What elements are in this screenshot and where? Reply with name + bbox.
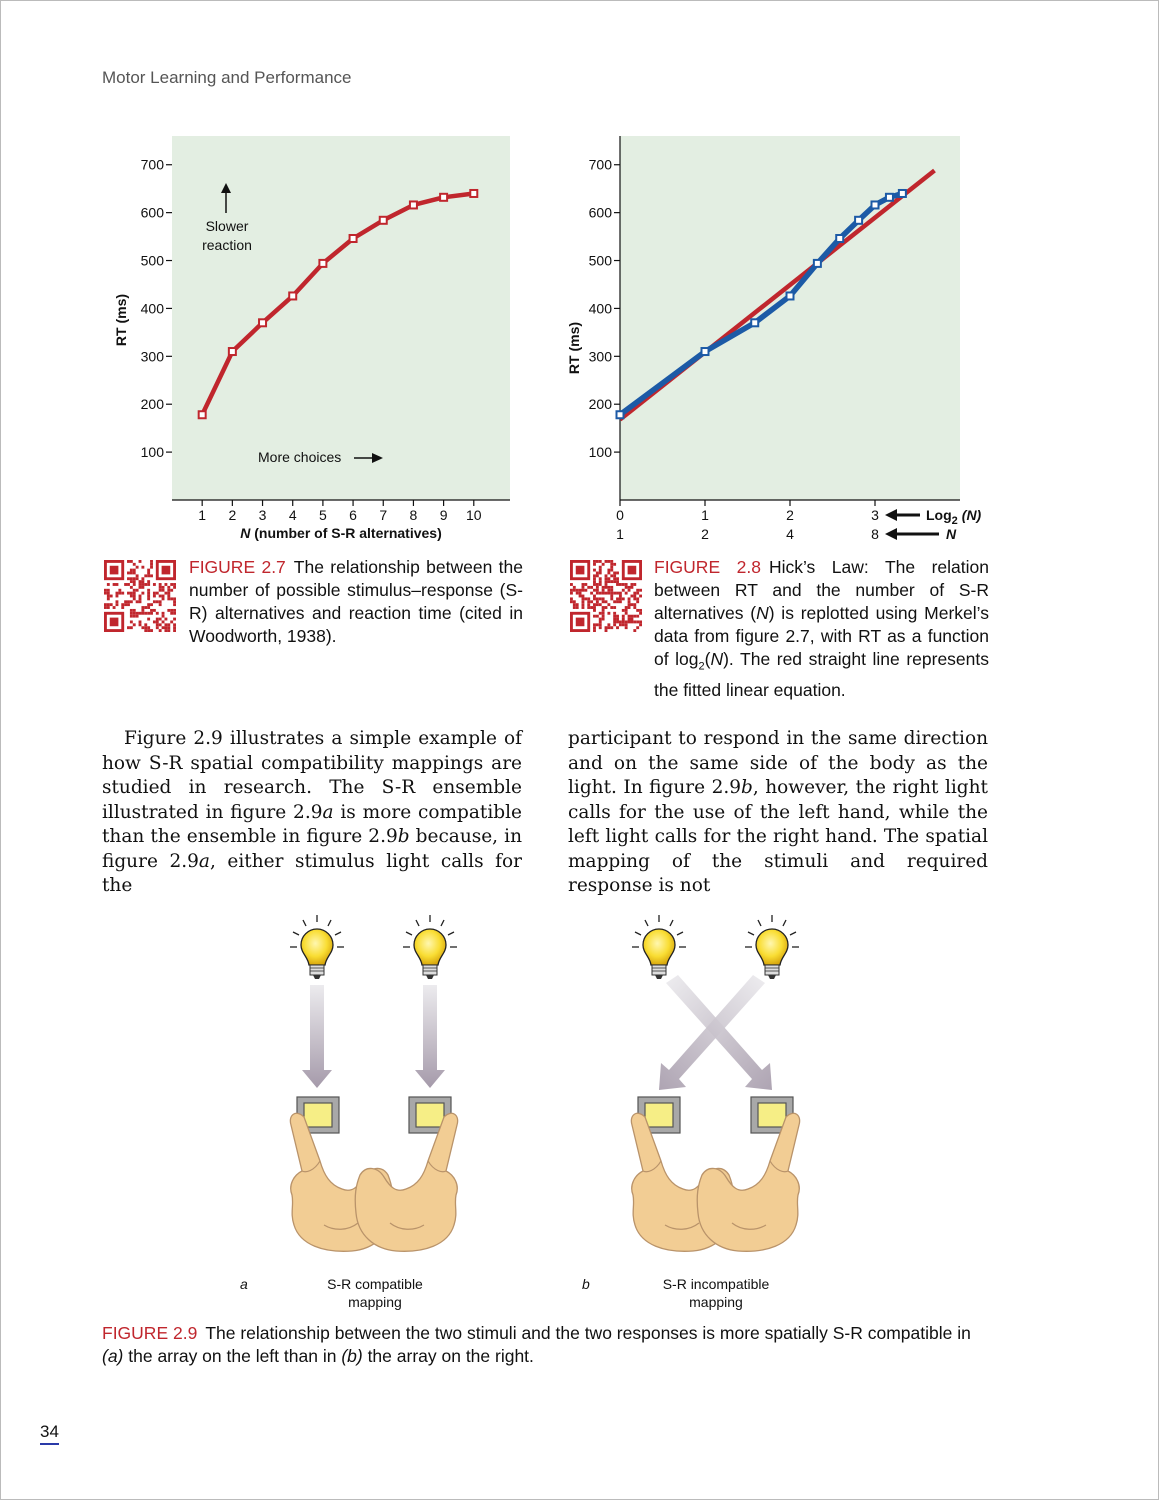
figure-2-7-caption: FIGURE 2.7 The relationship between the number of possible stimulus–response (S-R) alternatives and reaction time (cited in Woodworth, 1938). (189, 557, 523, 646)
panel-a-letter: a (240, 1276, 248, 1292)
n-arrow-head (885, 528, 897, 540)
panel-a-label-2: mapping (348, 1294, 402, 1310)
y-tick-label: 100 (140, 444, 164, 461)
y-tick-label: 700 (588, 156, 612, 173)
x-tick-label: 5 (318, 507, 327, 523)
qr-code-icon (104, 560, 176, 632)
y-tick-label: 700 (140, 156, 164, 173)
data-point (319, 260, 326, 267)
y-tick-label: 600 (588, 204, 612, 221)
page-number: 34 (40, 1422, 59, 1445)
data-point (751, 319, 758, 326)
x-tick-label: 7 (379, 507, 388, 523)
x-tick-label-n: 8 (871, 526, 879, 542)
running-head: Motor Learning and Performance (102, 68, 352, 87)
figure-2-9-caption: FIGURE 2.9 The relationship between the two stimuli and the two responses is more spatially S-R compatible in (a) the array on the left than in (b) the array on the right. (102, 1323, 971, 1366)
body-text-left-column: Figure 2.9 illustrates a simple example of how S-R spatial compatibility mappings are studied in research. The S-R ensemble illustrated in figure 2.9a is more compatible than the ensemble in figure 2.9b because, in figure 2.9a, either stimulus light calls for the (102, 728, 522, 896)
y-tick-label: 500 (140, 252, 164, 269)
data-point (470, 190, 477, 197)
data-point (199, 411, 206, 418)
stimulus-light-icon (632, 915, 686, 979)
slower-reaction-label-2: reaction (202, 237, 252, 253)
panel-b-label-2: mapping (689, 1294, 743, 1310)
panel-b-letter: b (582, 1276, 590, 1292)
y-tick-label: 400 (588, 300, 612, 317)
y-axis-label: RT (ms) (566, 321, 582, 375)
data-point (289, 292, 296, 299)
y-axis-label: RT (ms) (113, 293, 129, 347)
data-point (259, 319, 266, 326)
x-tick-label: 4 (288, 507, 297, 523)
y-tick-label: 300 (140, 348, 164, 365)
figure-2-8-caption: FIGURE 2.8 Hick’s Law: The relation between RT and the number of S-R alternatives (N) is replotted using Merkel’s data from figure 2.7, with RT as a function of $\log_2(N)$. The red straight line represents the fitted linear equation. (654, 557, 990, 700)
x-tick-label-n: 1 (616, 526, 624, 542)
y-tick-label: 100 (588, 444, 612, 461)
figure-label: FIGURE 2.9 (102, 1323, 198, 1343)
y-tick-label: 500 (588, 252, 612, 269)
figure-label: FIGURE 2.7 (189, 557, 286, 577)
panel-a-label-1: S-R compatible (327, 1276, 423, 1292)
data-point (229, 348, 236, 355)
figure-label: FIGURE 2.8 (654, 557, 761, 577)
more-choices-label: More choices (258, 449, 342, 465)
data-point (787, 292, 794, 299)
data-point (814, 260, 821, 267)
right-hand-pointing-icon (355, 1113, 457, 1251)
stimulus-light-icon (290, 915, 344, 979)
data-point (836, 235, 843, 242)
data-point (350, 235, 357, 242)
data-point (380, 217, 387, 224)
y-tick-label: 600 (140, 204, 164, 221)
stimulus-light-icon (745, 915, 799, 979)
data-point (702, 348, 709, 355)
log-arrow-head (885, 509, 897, 521)
x-tick-label: 3 (258, 507, 267, 523)
figure-2-7-chart (100, 130, 530, 545)
data-point (872, 201, 879, 208)
x-tick-label-log: 3 (871, 507, 879, 523)
right-hand-pointing-icon (697, 1113, 799, 1251)
x-tick-label-n: 4 (786, 526, 794, 542)
n-axis-label: N (946, 526, 957, 542)
figure-2-8-chart (555, 130, 1005, 545)
x-tick-label-log: 0 (616, 507, 624, 523)
straight-arrow (415, 985, 445, 1088)
data-point (899, 190, 906, 197)
data-point (410, 201, 417, 208)
stimulus-light-icon (403, 915, 457, 979)
x-tick-label: 6 (349, 507, 357, 523)
y-tick-label: 200 (140, 396, 164, 413)
x-tick-label: 1 (198, 507, 207, 523)
data-point (886, 194, 893, 201)
straight-arrow (302, 985, 332, 1088)
x-tick-label: 2 (228, 507, 237, 523)
slower-reaction-label-1: Slower (205, 218, 249, 234)
data-point (440, 194, 447, 201)
figure-2-9-diagram (200, 905, 890, 1320)
x-tick-label-log: 2 (786, 507, 794, 523)
y-tick-label: 300 (588, 348, 612, 365)
x-tick-label-log: 1 (701, 507, 709, 523)
log-axis-label: Log$_2$ (N) (926, 507, 982, 527)
y-tick-label: 200 (588, 396, 612, 413)
data-point (855, 217, 862, 224)
body-text-right-column: participant to respond in the same direction and on the same side of the body as the light. In figure 2.9b, however, the right light calls for the use of the left hand, while the left light calls for the right hand. The spatial mapping of the stimuli and required response is not (568, 728, 988, 896)
x-tick-label-n: 2 (701, 526, 709, 542)
y-tick-label: 400 (140, 300, 164, 317)
x-tick-label: 8 (409, 507, 418, 523)
x-tick-label: 10 (465, 507, 482, 523)
x-axis-label: N (number of S-R alternatives) (240, 525, 442, 541)
x-tick-label: 9 (439, 507, 448, 523)
data-point (617, 411, 624, 418)
panel-b-label-1: S-R incompatible (662, 1276, 770, 1292)
